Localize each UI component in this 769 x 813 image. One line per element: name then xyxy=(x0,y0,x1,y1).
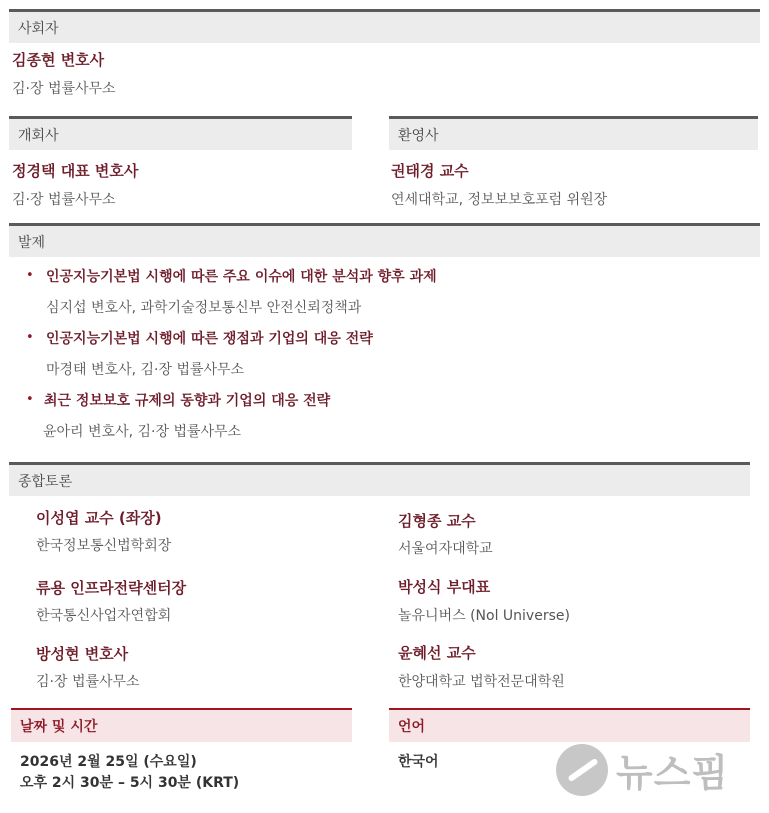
panelist-org: 놀유니버스 (Nol Universe) xyxy=(398,608,570,624)
event-date: 2026년 2월 25일 (수요일) xyxy=(20,754,197,770)
presentation-speaker: 심지섭 변호사, 과학기술정보통신부 안전신뢰정책과 xyxy=(46,300,362,316)
presentation-title: 인공지능기본법 시행에 따른 쟁점과 기업의 대응 전략 xyxy=(46,331,373,347)
language-value: 한국어 xyxy=(398,754,439,770)
discussion-header-label: 종합토론 xyxy=(18,473,73,490)
panelist-org: 한국통신사업자연합회 xyxy=(36,608,172,624)
event-time: 오후 2시 30분 – 5시 30분 (KRT) xyxy=(20,775,240,791)
presentation-header-label: 발제 xyxy=(18,234,46,251)
welcome-header-label: 환영사 xyxy=(398,127,439,144)
welcome-org: 연세대학교, 정보보보호포럼 위원장 xyxy=(391,192,608,208)
panelist-org: 한국정보통신법학회장 xyxy=(36,538,172,554)
panelist-name: 방성현 변호사 xyxy=(36,645,129,663)
host-section-header xyxy=(9,9,760,43)
opening-name: 정경택 대표 변호사 xyxy=(12,162,139,180)
panelist-name: 윤혜선 교수 xyxy=(398,644,476,662)
bullet-icon: • xyxy=(26,268,34,283)
language-section-header xyxy=(389,708,750,742)
welcome-name: 권태경 교수 xyxy=(391,162,469,180)
language-header-label: 언어 xyxy=(398,719,426,735)
presentation-title: 인공지능기본법 시행에 따른 주요 이슈에 대한 분석과 향후 과제 xyxy=(46,269,437,285)
opening-header-label: 개회사 xyxy=(18,127,59,144)
panelist-name: 이성엽 교수 (좌장) xyxy=(36,509,162,527)
newspim-logo-icon xyxy=(556,744,608,796)
welcome-section-header xyxy=(389,116,758,150)
bullet-icon: • xyxy=(26,392,34,407)
panelist-name: 박성식 부대표 xyxy=(398,578,491,596)
watermark-text: 뉴스핌 xyxy=(616,751,730,795)
panelist-org: 한양대학교 법학전문대학원 xyxy=(398,674,565,690)
presentation-speaker: 윤아리 변호사, 김·장 법률사무소 xyxy=(43,424,242,440)
opening-section-header xyxy=(9,116,352,150)
discussion-section-header xyxy=(9,462,750,496)
host-org: 김·장 법률사무소 xyxy=(12,81,116,97)
host-name: 김종현 변호사 xyxy=(12,51,105,69)
newspim-watermark xyxy=(556,742,729,797)
presentation-speaker: 마경태 변호사, 김·장 법률사무소 xyxy=(46,362,245,378)
bullet-icon: • xyxy=(26,330,34,345)
panelist-org: 서울여자대학교 xyxy=(398,541,493,557)
host-header-label: 사회자 xyxy=(18,20,59,37)
presentation-section-header xyxy=(9,223,760,257)
datetime-header-label: 날짜 및 시간 xyxy=(20,719,98,735)
presentation-title: 최근 정보보호 규제의 동향과 기업의 대응 전략 xyxy=(44,393,331,409)
opening-org: 김·장 법률사무소 xyxy=(12,192,116,208)
panelist-org: 김·장 법률사무소 xyxy=(36,674,140,690)
panelist-name: 김형종 교수 xyxy=(398,512,476,530)
datetime-section-header xyxy=(11,708,352,742)
panelist-name: 류용 인프라전략센터장 xyxy=(36,579,187,597)
